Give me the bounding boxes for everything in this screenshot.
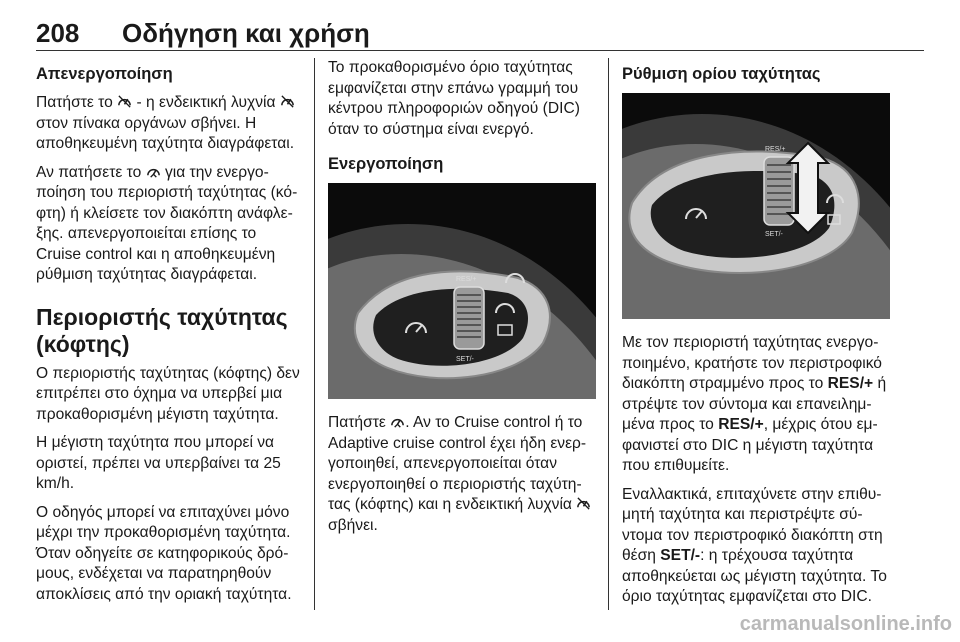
set-label: SET/- bbox=[456, 356, 474, 363]
paragraph: Το προκαθορισμένο όριο ταχύτητας εμφανίζεται στην επάνω γραμμή του κέντρου πληροφοριών οδηγού (DIC) όταν το σύστημα είναι ενεργό. bbox=[328, 59, 580, 138]
paragraph: Πατήστε το - η ενδεικτική λυχνία στον πίνακα οργάνων σβήνει. Η αποθηκευμένη ταχύτητα διαγράφεται. bbox=[36, 94, 295, 152]
paragraph: Ο οδηγός μπορεί να επιταχύνει μόνο μέχρι την προκαθορισμένη ταχύτητα. Όταν οδηγείτε σε κατηφορικούς δρόμους, ενδέχεται να παρατηρηθούν αποκλίσεις από την οριακή ταχύτητα. bbox=[36, 503, 292, 603]
paragraph: Ο περιοριστής ταχύτητας (κόφτης) δεν επιτρέπει στο όχημα να υπερβεί μια προκαθορισμένη μέγιστη ταχύτητα. bbox=[36, 364, 300, 423]
res-label: RES/+ bbox=[456, 276, 477, 283]
paragraph: Η μέγιστη ταχύτητα που μπορεί να οριστεί, πρέπει να υπερβαίνει τα 25 km/h. bbox=[36, 434, 281, 492]
page-header bbox=[36, 18, 924, 48]
watermark: carmanualsonline.info bbox=[739, 613, 952, 635]
heading-activation: Ενεργοποίηση bbox=[328, 155, 444, 173]
cruise-off-icon bbox=[576, 496, 591, 511]
header-rule bbox=[36, 50, 924, 51]
speed-limiter-icon bbox=[390, 414, 405, 429]
steering-wheel-figure bbox=[328, 183, 596, 399]
column-divider bbox=[608, 58, 609, 610]
running-title: Οδήγηση και χρήση bbox=[122, 18, 370, 48]
paragraph: Αν πατήσετε το για την ενεργοποίηση του περιοριστή ταχύτητας (κόφτη) ή κλείσετε τον διακόπτη ανάφλεξης. απενεργοποιείται επίσης το Cruise control και η αποθηκευμένη ρύθμιση ταχύτητας διαγράφεται. bbox=[36, 163, 298, 283]
page-number: 208 bbox=[36, 18, 80, 48]
paragraph: Με τον περιοριστή ταχύτητας ενεργοποιημένο, κρατήστε τον περιστροφικό διακόπτη στραμμένο προς το RES/+ ή στρέψτε τον σύντομα και επανειλημμένα προς το RES/+, μέχρις ότου εμφανιστεί στο DIC η μέγιστη ταχύτητα που επιθυμείτε. bbox=[622, 334, 887, 474]
rotary-switch-figure bbox=[622, 93, 890, 319]
heading-deactivation: Απενεργοποίηση bbox=[36, 65, 173, 83]
heading-speed-limiter: Περιοριστής ταχύτητας (κόφτης) bbox=[36, 303, 288, 357]
res-label: RES/+ bbox=[765, 146, 786, 153]
speed-limiter-icon bbox=[146, 164, 161, 179]
paragraph: Πατήστε . Αν το Cruise control ή το Adaptive cruise control έχει ήδη ενεργοποιηθεί, απενεργοποιείται όταν ενεργοποιηθεί ο περιοριστής ταχύτητας (κόφτης) και η ενδεικτική λυχνία σβήνει. bbox=[328, 413, 594, 536]
paragraph: Εναλλακτικά, επιταχύνετε στην επιθυμητή ταχύτητα και περιστρέψτε σύντομα τον περιστροφικό διακόπτη στη θέση SET/-: η τρέχουσα ταχύτητα αποθηκεύεται ως μέγιστη ταχύτητα. Το όριο ταχύτητας εμφανίζεται στο DIC. bbox=[622, 485, 887, 605]
column-divider bbox=[314, 58, 315, 610]
heading-speed-limit-setting: Ρύθμιση ορίου ταχύτητας bbox=[622, 65, 821, 83]
cruise-off-icon bbox=[117, 94, 132, 109]
cruise-off-icon bbox=[280, 94, 295, 109]
column-1 bbox=[36, 58, 304, 613]
set-label: SET/- bbox=[765, 231, 783, 238]
column-3 bbox=[622, 58, 892, 616]
column-2 bbox=[328, 58, 594, 544]
